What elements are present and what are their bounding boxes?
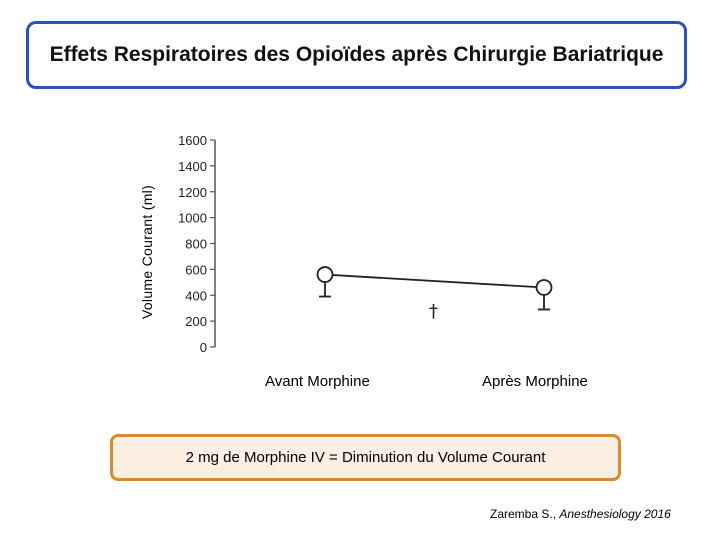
y-tick-label: 1000	[178, 210, 207, 226]
citation-author: Zaremba S.,	[490, 507, 557, 521]
note-box	[110, 434, 621, 481]
y-axis-label: Volume Courant (ml)	[139, 184, 155, 320]
y-tick-label: 1400	[178, 158, 207, 174]
y-tick-label: 200	[185, 314, 207, 330]
y-tick-label: 800	[185, 236, 207, 252]
y-tick-label: 1600	[178, 133, 207, 148]
data-point	[537, 280, 552, 295]
series-line	[325, 275, 544, 288]
y-tick-label: 400	[185, 288, 207, 304]
y-tick-label: 1200	[178, 184, 207, 200]
x-label-apres: Après Morphine	[482, 373, 588, 390]
significance-marker: †	[429, 301, 438, 323]
citation	[490, 507, 671, 521]
citation-journal: Anesthesiology 2016	[559, 507, 671, 521]
data-point	[318, 267, 333, 282]
y-tick-label: 600	[185, 262, 207, 278]
note-text: 2 mg de Morphine IV = Diminution du Volume Courant	[185, 449, 546, 466]
y-tick-label: 0	[199, 340, 207, 355]
x-label-avant: Avant Morphine	[265, 373, 370, 390]
chart-title: Effets Respiratoires des Opioïdes après Chirurgie Bariatrique	[49, 43, 664, 66]
